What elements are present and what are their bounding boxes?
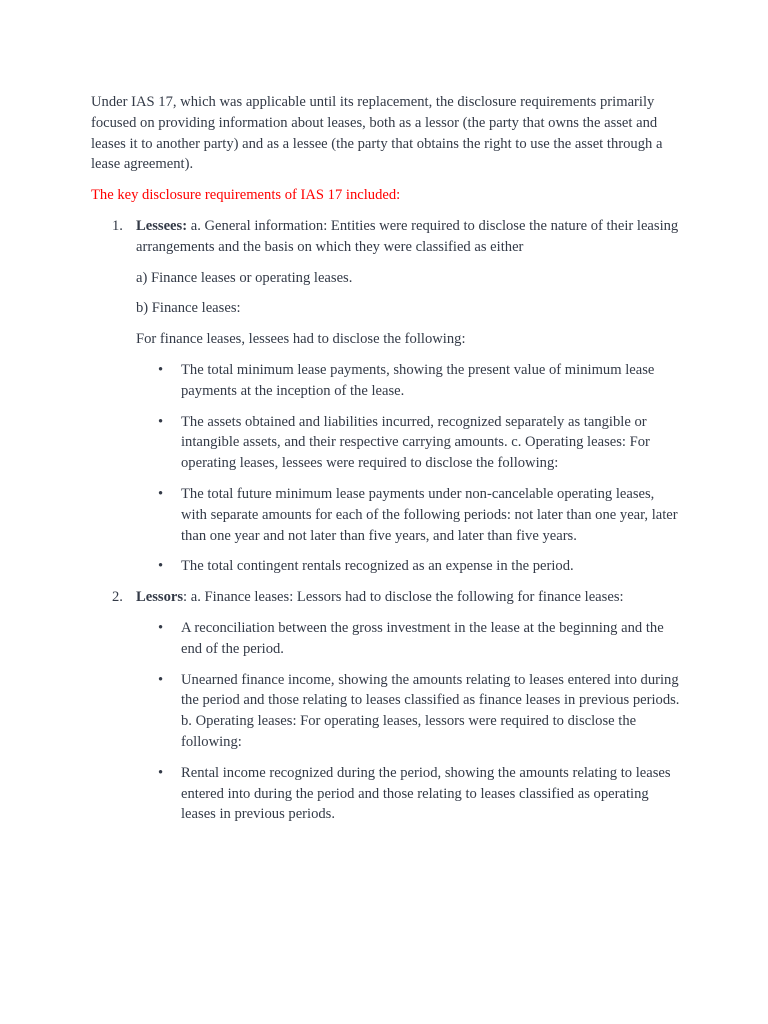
list-item [136,360,681,402]
bullet-icon: • [158,764,164,781]
list-item-lessees [91,216,681,577]
list-item [136,618,681,660]
lessees-title: Lessees: [136,217,188,234]
lessees-finance-intro: For finance leases, lessees had to disclose the following: [136,331,466,348]
lessees-sub-b: b) Finance leases: [136,300,241,317]
bullet-icon: • [158,413,164,430]
bullet-icon: • [158,485,164,502]
list-number: 2. [112,589,123,606]
list-item [136,412,681,474]
bullet-icon: • [158,361,164,378]
intro-paragraph: Under IAS 17, which was applicable until its replacement, the disclosure requirements primarily focused on providing information about leases, both as a lessor (the party that owns the asset and leases it to another party) and as a lessee (the party that obtains the right to use the asset through a lease agreement). [91,94,663,173]
bullet-text: A reconciliation between the gross investment in the lease at the beginning and the end of the period. [181,619,664,657]
bullet-icon: • [158,558,164,575]
list-item [136,670,681,753]
bullet-text: Unearned finance income, showing the amounts relating to leases entered into during the period and those relating to leases classified as finance leases in previous periods. b. Operating leases: For operating leases, lessors were required to disclose the following: [181,671,680,750]
lessees-paragraph [136,216,681,258]
list-number: 1. [112,217,123,234]
section-heading: The key disclosure requirements of IAS 17 included: [91,187,401,204]
document-body [91,92,681,835]
bullet-text: Rental income recognized during the period, showing the amounts relating to leases entered into during the period and those relating to leases classified as operating leases in previous periods. [181,764,671,823]
bullet-text: The assets obtained and liabilities incurred, recognized separately as tangible or intangible assets, and their respective carrying amounts. c. Operating leases: For operating leases, lessees were required to disclose the following: [181,413,650,472]
list-item-lessors [91,587,681,825]
bullet-text: The total contingent rentals recognized as an expense in the period. [181,558,574,575]
lessees-text: a. General information: Entities were required to disclose the nature of their leasing arrangements and the basis on which they were classified as either [136,217,679,255]
lessees-sub-a: a) Finance leases or operating leases. [136,269,353,286]
bullet-icon: • [158,671,164,688]
list-item [136,763,681,825]
lessees-bullets [136,360,681,577]
lessors-text: : a. Finance leases: Lessors had to disclose the following for finance leases: [183,589,624,606]
list-item [136,484,681,546]
lessors-title: Lessors [136,589,184,606]
list-item [136,556,681,577]
bullet-text: The total minimum lease payments, showing the present value of minimum lease payments at the inception of the lease. [181,361,655,399]
bullet-text: The total future minimum lease payments under non-cancelable operating leases, with separate amounts for each of the following periods: not later than one year, later than one year and not later than five years, and later than five years. [181,485,678,544]
lessors-bullets [136,618,681,825]
requirements-list [91,216,681,825]
bullet-icon: • [158,619,164,636]
lessors-paragraph [136,587,681,608]
